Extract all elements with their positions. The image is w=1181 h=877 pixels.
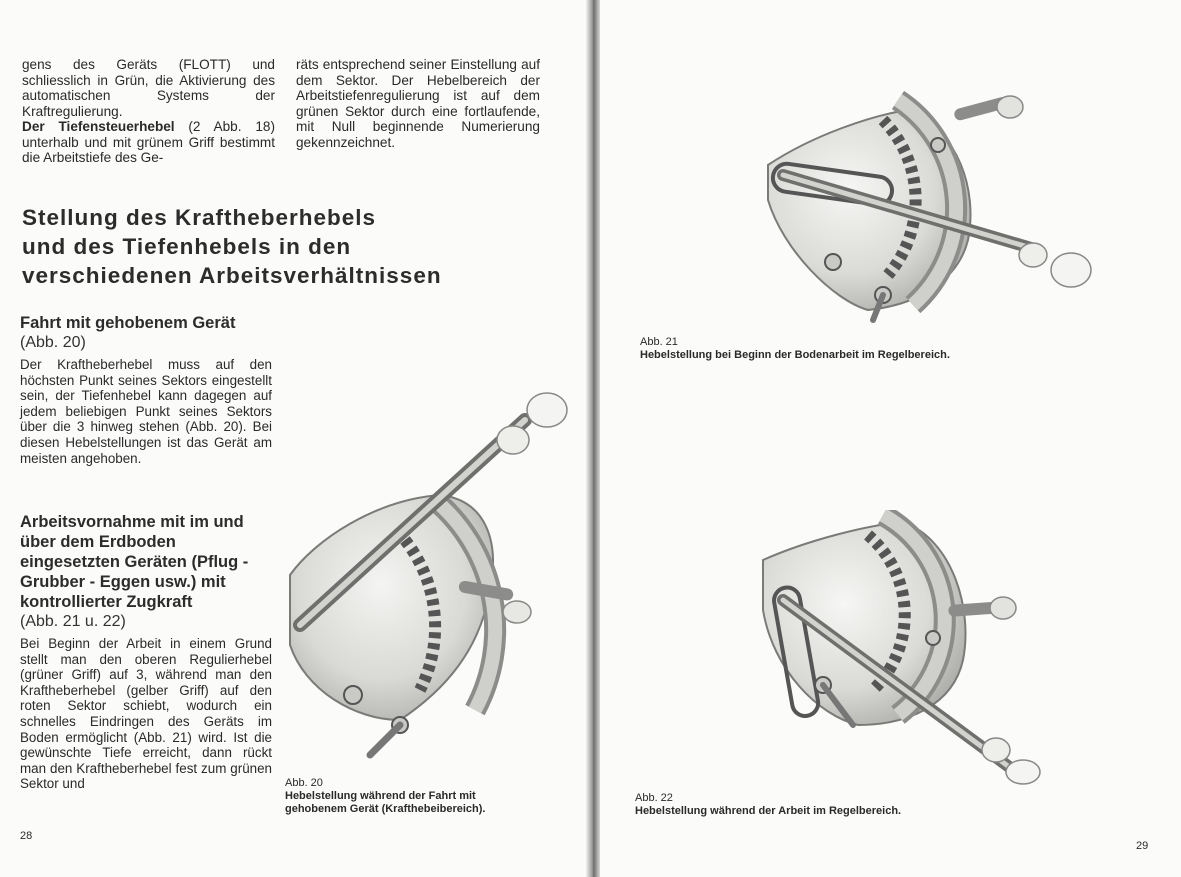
section-2-body: Bei Beginn der Arbeit in einem Grund stellt man den oberen Regulierhebel (grüner Griff) auf 3, während man den Kraftheberhebel (gelber Griff) auf den roten Sektor schiebt, wodurch ein schnelles Eindringen des Geräts im Boden ermöglicht (Abb. 21) wird. Ist die gewünschte Tiefe erreicht, dann rückt man den Kraftheberhebel fest zum grünen Sektor und xyxy=(20,636,272,792)
tiefensteuerhebel-term: Der Tiefensteuerhebel xyxy=(22,119,175,134)
right-page xyxy=(598,0,1181,877)
section-1-title: Fahrt mit gehobenem Gerät xyxy=(20,314,236,332)
left-page xyxy=(0,0,588,877)
section-2 xyxy=(20,512,272,792)
heading-line-3: verschiedenen Arbeitsverhältnissen xyxy=(22,263,442,288)
tiefensteuerhebel-text: (2 Abb. 18) unterhalb und mit grünem Griff bestimmt die Arbeitstiefe des Ge- xyxy=(22,119,275,165)
figure-20-lever-quadrant-illustration xyxy=(285,390,580,770)
left-column-2 xyxy=(296,57,540,150)
section-2-title: Arbeitsvornahme mit im und über dem Erdboden eingesetzten Geräten (Pflug - Grubber - Eggen usw.) mit kontrollierter Zugkraft xyxy=(20,513,249,611)
section-1-ref: (Abb. 20) xyxy=(20,334,86,351)
heading-line-1: Stellung des Kraftheberhebels xyxy=(22,205,377,230)
figure-20-caption xyxy=(285,777,530,816)
section-heading xyxy=(22,203,542,290)
page-number-right: 29 xyxy=(1136,840,1149,852)
tiefensteuerhebel-paragraph xyxy=(22,119,275,166)
figure-21-title: Hebelstellung bei Beginn der Bodenarbeit im Regelbereich. xyxy=(640,349,950,361)
section-2-ref: (Abb. 21 u. 22) xyxy=(20,613,126,630)
figure-21-lever-quadrant-illustration xyxy=(763,90,1113,325)
figure-20-title: Hebelstellung während der Fahrt mit gehobenem Gerät (Krafthebeibereich). xyxy=(285,790,486,815)
left-column-2-text: räts entsprechend seiner Einstellung auf dem Sektor. Der Hebelbereich der Arbeitstiefenregulierung ist auf dem grünen Sektor durch eine fortlaufende, mit Null beginnende Numerierung gekennzeichnet. xyxy=(296,57,540,150)
left-column-1-text: gens des Geräts (FLOTT) und schliesslich in Grün, die Aktivierung des automatischen Systems der Kraftregulierung. xyxy=(22,57,275,119)
figure-22-label: Abb. 22 xyxy=(635,792,673,804)
figure-22-lever-quadrant-illustration xyxy=(758,510,1058,785)
figure-21-label: Abb. 21 xyxy=(640,336,678,348)
figure-20-label: Abb. 20 xyxy=(285,777,323,789)
section-1 xyxy=(20,313,272,466)
heading-line-2: und des Tiefenhebels in den xyxy=(22,234,352,259)
figure-22-title: Hebelstellung während der Arbeit im Regelbereich. xyxy=(635,805,902,817)
section-1-body: Der Kraftheberhebel muss auf den höchsten Punkt seines Sektors eingestellt sein, der Tiefenhebel kann dagegen auf jedem beliebigen Punkt seines Sektors über die 3 hinweg stehen (Abb. 20). Bei diesen Hebelstellungen ist das Gerät am meisten angehoben. xyxy=(20,357,272,466)
figure-21-caption xyxy=(640,336,1060,362)
left-column-1 xyxy=(22,57,275,166)
page-number-left: 28 xyxy=(20,830,33,842)
figure-22-caption xyxy=(635,792,1055,818)
